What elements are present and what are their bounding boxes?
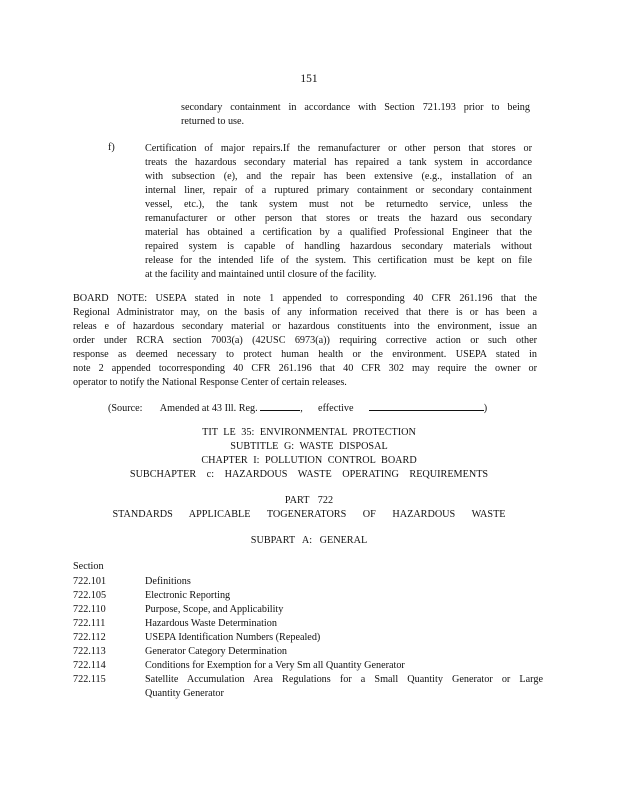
section-title: USEPA Identification Numbers (Repealed) — [145, 632, 321, 643]
paragraph-line: order under RCRA section 7003(a) (42USC 6973(a)) requiring corrective action or such other — [73, 335, 537, 346]
list-item — [73, 645, 543, 659]
section-number: 722.115 — [73, 674, 106, 685]
section-title: Hazardous Waste Determination — [145, 618, 277, 629]
paragraph-line: Certification of major repairs.If the remanufacturer or other person that stores or — [145, 143, 532, 154]
section-title — [145, 673, 543, 701]
section-number: 722.105 — [73, 590, 107, 601]
source-amended: Amended at 43 Ill. Reg. — [159, 403, 258, 414]
paragraph-line: releas e of hazardous secondary material or hazardous constituents into the environment, issue an — [73, 321, 537, 332]
paragraph-line: operator to notify the National Response Center of certain releases. — [73, 377, 347, 388]
source-line: (Source: Amended at 43 Ill. Reg. , effective ) — [108, 403, 488, 414]
paragraph-line: with subsection (e), and the repair has been extensive (e.g., installation of an — [145, 171, 532, 182]
subtitle-heading: SUBTITLE G: WASTE DISPOSAL — [230, 441, 388, 452]
paragraph-line: internal liner, repair of a ruptured primary containment or secondary containment — [145, 185, 532, 196]
section-header: Section — [73, 561, 104, 572]
page-number: 151 — [300, 73, 318, 85]
list-item — [73, 631, 543, 645]
paragraph-line: release for the intended life of the system. This certification must be kept on file — [145, 255, 532, 266]
paragraph-line: at the facility and maintained until closure of the facility. — [145, 269, 377, 280]
paragraph-line: repaired system is capable of handling hazardous secondary materials without — [145, 241, 532, 252]
paragraph-line: BOARD NOTE: USEPA stated in note 1 appended to corresponding 40 CFR 261.196 that the — [73, 293, 537, 304]
paragraph-line: Regional Administrator may, on the basis of any information received that there is or has been a — [73, 307, 537, 318]
paragraph-line: secondary containment in accordance with Section 721.193 prior to being — [181, 102, 530, 113]
section-list — [73, 575, 543, 701]
source-close: ) — [483, 403, 488, 414]
paragraph-line: response as deemed necessary to protect human health or the environment. USEPA stated in — [73, 349, 537, 360]
paragraph-line: remanufacturer or other person that stores or treats the hazard ous secondary — [145, 213, 532, 224]
section-title: Definitions — [145, 576, 191, 587]
section-number: 722.112 — [73, 632, 106, 643]
list-item — [73, 603, 543, 617]
section-title: Generator Category Determination — [145, 646, 288, 657]
board-note — [73, 292, 537, 390]
title-heading: TIT LE 35: ENVIRONMENTAL PROTECTION — [202, 427, 416, 438]
paragraph-line: note 2 appended tocorresponding 40 CFR 261.196 that 40 CFR 302 may require the owner or — [73, 363, 537, 374]
section-title-line: Quantity Generator — [145, 688, 224, 699]
list-item — [73, 673, 543, 701]
paragraph-line: vessel, etc.), the tank system must not be returnedto service, unless the — [145, 199, 532, 210]
subchapter-heading: SUBCHAPTER c: HAZARDOUS WASTE OPERATING REQUIREMENTS — [129, 469, 489, 480]
section-number: 722.110 — [73, 604, 106, 615]
section-title: Conditions for Exemption for a Very Sm all Quantity Generator — [145, 660, 405, 671]
list-item — [73, 589, 543, 603]
paragraph-line: material has obtained a certification by a qualified Professional Engineer that the — [145, 227, 532, 238]
part-title-heading: STANDARDS APPLICABLE TOGENERATORS OF HAZARDOUS WASTE — [112, 509, 506, 520]
subpart-heading: SUBPART A: GENERAL — [250, 535, 368, 546]
paragraph-line: returned to use. — [181, 116, 245, 127]
paragraph-line: treats the hazardous secondary material has repaired a tank system in accordance — [145, 157, 532, 168]
list-item — [73, 575, 543, 589]
list-item — [73, 617, 543, 631]
section-title: Purpose, Scope, and Applicability — [145, 604, 284, 615]
continuation-paragraph — [181, 101, 530, 129]
effective-date-blank — [369, 401, 484, 411]
section-title: Electronic Reporting — [145, 590, 231, 601]
section-number: 722.113 — [73, 646, 106, 657]
source-effective: effective — [318, 403, 354, 414]
register-blank — [260, 401, 300, 411]
section-number: 722.101 — [73, 576, 107, 587]
item-f-paragraph — [145, 142, 532, 282]
part-heading: PART 722 — [284, 495, 334, 506]
item-marker: f) — [108, 142, 115, 153]
chapter-heading: CHAPTER I: POLLUTION CONTROL BOARD — [201, 455, 417, 466]
section-number: 722.114 — [73, 660, 106, 671]
section-title-line: Satellite Accumulation Area Regulations for a Small Quantity Generator or Large — [145, 674, 543, 685]
list-item — [73, 659, 543, 673]
source-open: (Source: — [108, 403, 143, 414]
section-number: 722.111 — [73, 618, 106, 629]
